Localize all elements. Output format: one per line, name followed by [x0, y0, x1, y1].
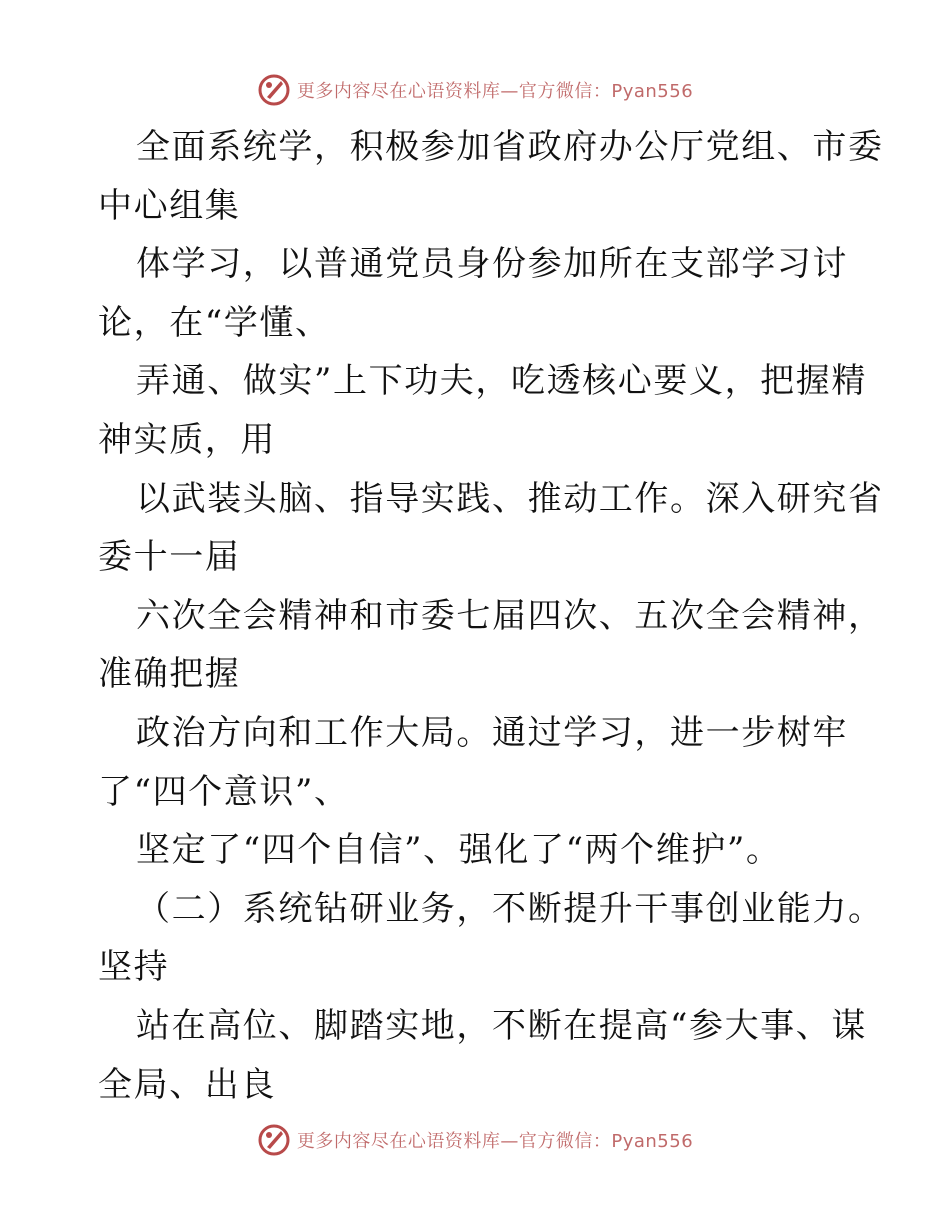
footer-banner: [0, 1120, 950, 1160]
quill-seal-icon: [257, 1123, 291, 1157]
header-banner-text: 更多内容尽在心语资料库—官方微信：Pyan556: [296, 81, 694, 102]
text-line: 委十一届: [98, 537, 241, 578]
text-line: 政治方向和工作大局。通过学习，进一步树牢: [136, 712, 848, 753]
text-line: 坚持: [98, 947, 170, 988]
text-line: 准确把握: [98, 654, 241, 695]
text-line: 了“四个意识”、: [98, 771, 350, 812]
text-line: 中心组集: [98, 185, 241, 226]
footer-banner-text: 更多内容尽在心语资料库—官方微信：Pyan556: [296, 1131, 694, 1152]
text-line: 神实质，用: [98, 419, 276, 460]
document-body: [98, 118, 884, 1114]
text-line: 全局、出良: [98, 1064, 276, 1105]
quill-seal-icon: [257, 73, 291, 107]
text-line: 论，在“学懂、: [98, 302, 331, 343]
text-line: （二）系统钻研业务，不断提升干事创业能力。: [136, 888, 884, 929]
text-line: 以武装头脑、指导实践、推动工作。深入研究省: [136, 478, 884, 519]
text-line: 弄通、做实”上下功夫，吃透核心要义，把握精: [136, 361, 867, 402]
text-line: 坚定了“四个自信”、强化了“两个维护”。: [136, 830, 782, 871]
header-banner: [0, 70, 950, 110]
text-line: 站在高位、脚踏实地，不断在提高“参大事、谋: [136, 1005, 867, 1046]
text-line: 体学习，以普通党员身份参加所在支部学习讨: [136, 244, 848, 285]
text-line: 全面系统学，积极参加省政府办公厅党组、市委: [136, 127, 884, 167]
text-line: 六次全会精神和市委七届四次、五次全会精神，: [136, 595, 884, 636]
